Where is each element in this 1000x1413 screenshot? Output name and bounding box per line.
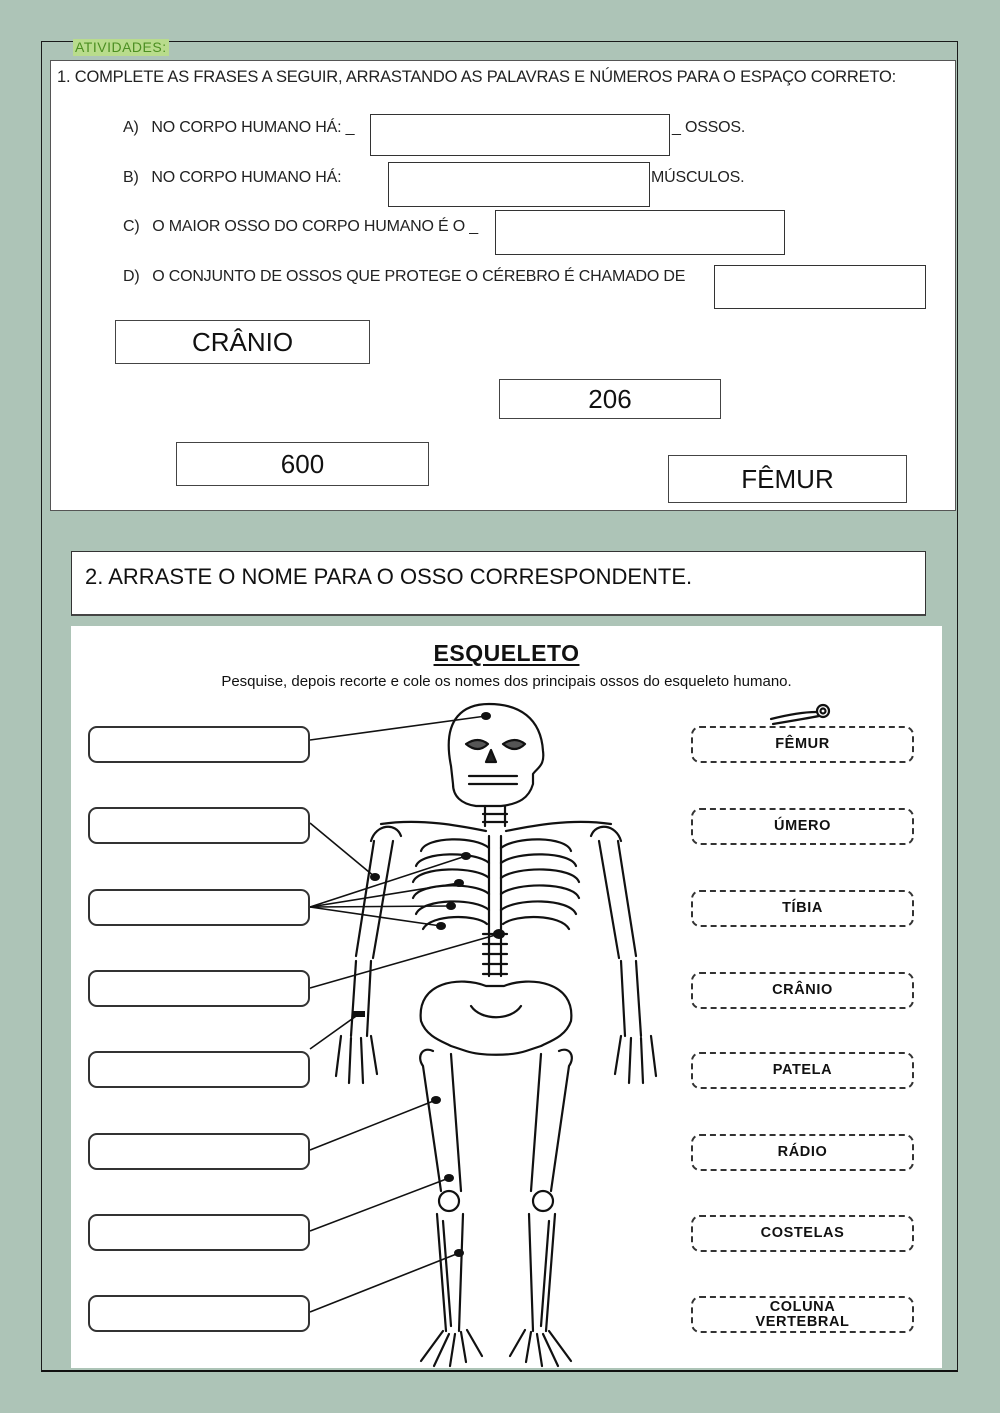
answer-chip-600[interactable]: 600 [176, 442, 429, 486]
sentence-b-suffix: MÚSCULOS. [651, 169, 745, 186]
word-card-umero[interactable]: ÚMERO [691, 808, 914, 845]
word-card-costelas[interactable]: COSTELAS [691, 1215, 914, 1252]
answer-chip-femur[interactable]: FÊMUR [668, 455, 907, 503]
drop-zone-b[interactable] [388, 162, 650, 207]
answer-chip-cranio[interactable]: CRÂNIO [115, 320, 370, 364]
label-drop-box-3[interactable] [88, 889, 310, 926]
sentence-b [123, 169, 341, 187]
sentence-letter: D) [123, 268, 140, 285]
drop-zone-a[interactable] [370, 114, 670, 156]
sentence-c [123, 218, 478, 236]
question-2-instruction: 2. ARRASTE O NOME PARA O OSSO CORRESPONDENTE. [71, 551, 926, 616]
sentence-prefix: NO CORPO HUMANO HÁ: [151, 169, 342, 186]
word-card-cranio[interactable]: CRÂNIO [691, 972, 914, 1009]
label-drop-box-4[interactable] [88, 970, 310, 1007]
sentence-d [123, 268, 685, 286]
worksheet-title: ESQUELETO [433, 640, 580, 666]
label-drop-box-6[interactable] [88, 1133, 310, 1170]
sentence-prefix: NO CORPO HUMANO HÁ: _ [151, 119, 355, 136]
drop-zone-d[interactable] [714, 265, 926, 309]
sentence-prefix: O CONJUNTO DE OSSOS QUE PROTEGE O CÉREBRO É CHAMADO DE [152, 268, 686, 285]
sentence-prefix: O MAIOR OSSO DO CORPO HUMANO É O _ [152, 218, 478, 235]
worksheet-subtitle: Pesquise, depois recorte e cole os nomes dos principais ossos do esqueleto humano. [221, 673, 792, 690]
label-drop-box-7[interactable] [88, 1214, 310, 1251]
atividades-heading: ATIVIDADES: [75, 39, 167, 55]
label-drop-box-5[interactable] [88, 1051, 310, 1088]
sentence-a [123, 119, 354, 137]
question-1-instruction: 1. COMPLETE AS FRASES A SEGUIR, ARRASTANDO AS PALAVRAS E NÚMEROS PARA O ESPAÇO CORRETO: [57, 68, 896, 86]
sentence-letter: A) [123, 119, 139, 136]
answer-chip-206[interactable]: 206 [499, 379, 721, 419]
sentence-a-suffix: _ OSSOS. [672, 119, 746, 136]
sentence-letter: C) [123, 218, 140, 235]
label-drop-box-8[interactable] [88, 1295, 310, 1332]
word-card-coluna-vertebral[interactable]: COLUNA VERTEBRAL [691, 1296, 914, 1333]
word-card-femur[interactable]: FÊMUR [691, 726, 914, 763]
label-drop-box-2[interactable] [88, 807, 310, 844]
word-card-patela[interactable]: PATELA [691, 1052, 914, 1089]
skeleton-worksheet [71, 626, 942, 1368]
word-card-tibia[interactable]: TÍBIA [691, 890, 914, 927]
word-card-radio[interactable]: RÁDIO [691, 1134, 914, 1171]
sentence-letter: B) [123, 169, 139, 186]
drop-zone-c[interactable] [495, 210, 785, 255]
label-drop-box-1[interactable] [88, 726, 310, 763]
